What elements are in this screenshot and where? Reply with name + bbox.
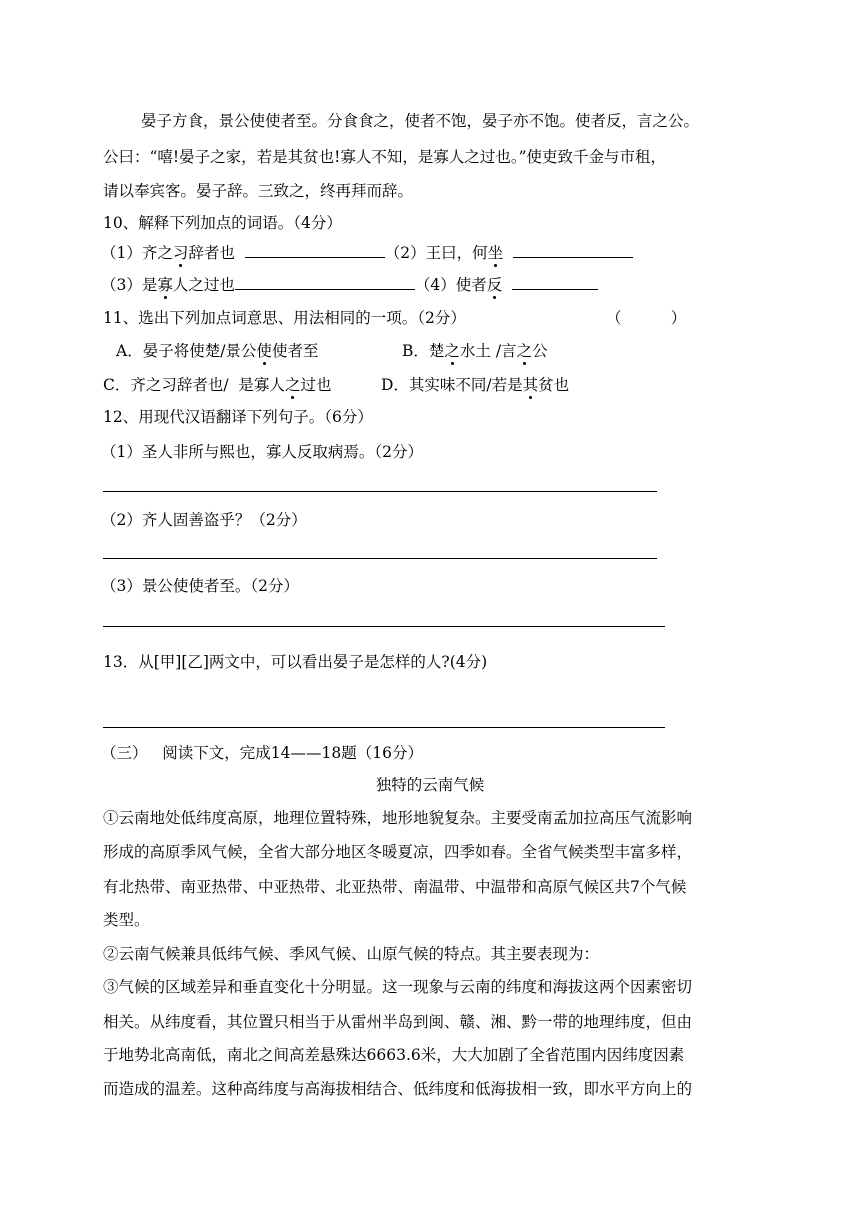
- q12-sentence-3: （3）景公使使者至。（2分）: [101, 577, 299, 595]
- paragraph-1-line-2: 形成的高原季风气候，全省大部分地区冬暖夏凉，四季如春。全省气候类型丰富多样，: [103, 843, 693, 861]
- q11-option-d: D．其实味不同/若是其贫也: [381, 376, 570, 394]
- answer-line-2[interactable]: [103, 558, 657, 559]
- paragraph-3-line-2: 相关。从纬度看，其位置只相当于从雷州半岛到闽、赣、湘、黔一带的地理纬度，但由: [103, 1013, 693, 1031]
- q11-option-c: C．齐之习辞者也/ 是寡人之过也: [103, 376, 332, 394]
- passage-line-2: 公曰：“嘻!晏子之家，若是其贫也!寡人不知，是寡人之过也。”使吏致千金与市租，: [103, 148, 667, 166]
- q12-stem: 12、用现代汉语翻译下列句子。（6分）: [103, 408, 373, 426]
- paragraph-1-line-3: 有北热带、南亚热带、中亚热带、北亚热带、南温带、中温带和高原气候区共7个气候: [103, 878, 687, 896]
- answer-line-3[interactable]: [103, 626, 665, 627]
- paragraph-3-line-4: 而造成的温差。这种高纬度与高海拔相结合、低纬度和低海拔相一致，即水平方向上的: [103, 1080, 693, 1098]
- article-title: 独特的云南气候: [375, 776, 485, 794]
- paragraph-1-line-4: 类型。: [103, 911, 150, 929]
- answer-blank-2[interactable]: [513, 241, 633, 258]
- answer-blank-1[interactable]: [245, 241, 385, 258]
- q11-option-b: B．楚之水土 /言之公: [402, 342, 548, 360]
- answer-blank-4[interactable]: [512, 273, 598, 290]
- section-header: （三） 阅读下文，完成14——18题（16分）: [101, 744, 423, 762]
- answer-line-4[interactable]: [103, 727, 665, 728]
- dotted-char: 习: [172, 244, 189, 262]
- answer-line-1[interactable]: [103, 491, 657, 492]
- q12-sentence-2: （2）齐人固善盗乎？（2分）: [101, 511, 307, 529]
- paragraph-3-line-3: 于地势北高南低，南北之间高差悬殊达6663.6米，大大加剧了全省范围内因纬度因素: [103, 1046, 685, 1064]
- passage-line-3: 请以奉宾客。晏子辞。三致之，终再拜而辞。: [103, 182, 414, 200]
- dotted-char: 其: [522, 376, 539, 394]
- dotted-char: 使: [256, 342, 272, 360]
- q10-row-1: （1）齐之习辞者也 （2）王曰，何坐: [101, 241, 633, 264]
- q11-option-a: A．晏子将使楚/景公使使者至: [116, 342, 319, 360]
- q10-row-2: （3）是寡人之过也 （4）使者反: [101, 273, 598, 296]
- q12-sentence-1: （1）圣人非所与熙也，寡人反取病焉。（2分）: [101, 443, 423, 461]
- q11-answer-paren[interactable]: （ ）: [606, 309, 687, 327]
- paragraph-3-line-1: ③气候的区域差异和垂直变化十分明显。这一现象与云南的纬度和海拔这两个因素密切: [103, 978, 693, 996]
- dotted-char: 之: [516, 342, 533, 360]
- paragraph-2: ②云南气候兼具低纬气候、季风气候、山原气候的特点。其主要表现为：: [103, 945, 600, 963]
- dotted-char: 之: [284, 376, 301, 394]
- answer-blank-3[interactable]: [235, 273, 415, 290]
- q13-stem: 13．从[甲][乙]两文中，可以看出晏子是怎样的人?(4分): [103, 653, 488, 671]
- dotted-char: 寡: [157, 276, 173, 294]
- paragraph-1-line-1: ①云南地处低纬度高原，地理位置特殊，地形地貌复杂。主要受南孟加拉高压气流影响: [103, 809, 693, 827]
- dotted-char: 之: [444, 342, 460, 360]
- q11-stem: 11、选出下列加点词意思、用法相同的一项。（2分）: [103, 309, 466, 327]
- dotted-char: 坐: [487, 244, 504, 262]
- q10-stem: 10、解释下列加点的词语。（4分）: [103, 214, 342, 232]
- dotted-char: 反: [486, 276, 503, 294]
- passage-line-1: 晏子方食，景公使使者至。分食食之，使者不饱，晏子亦不饱。使者反，言之公。: [141, 112, 700, 130]
